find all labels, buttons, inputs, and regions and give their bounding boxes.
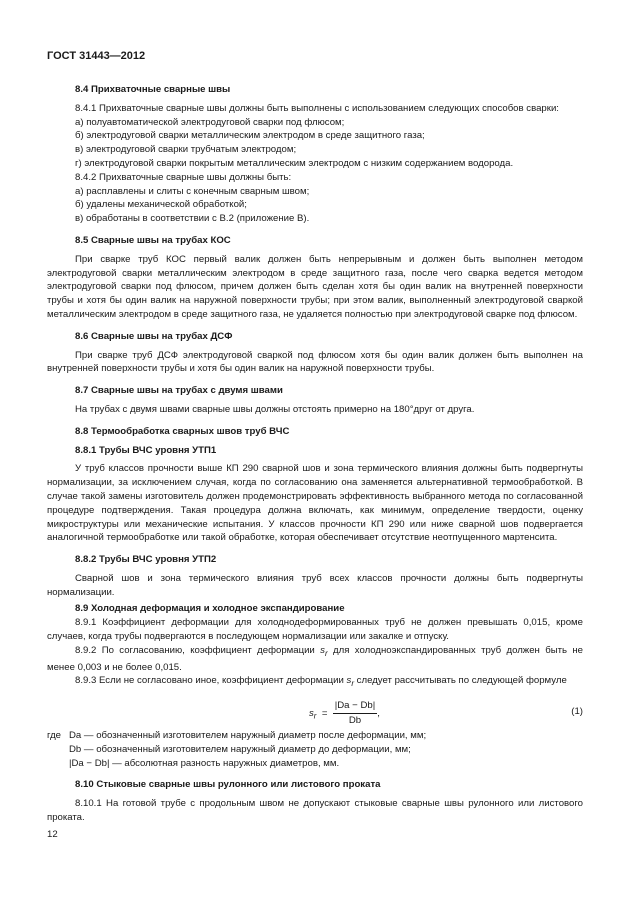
formula-numerator: |Da − Db| (333, 699, 377, 714)
section-title-8-6: 8.6 Сварные швы на трубах ДСФ (75, 330, 233, 342)
paragraph-8-8-2: Сварной шов и зона термического влияния труб всех классов прочности должны быть подвергнуты нормализации. (47, 572, 583, 598)
paragraph-8-9-3: 8.9.3 Если не согласовано иное, коэффициент деформации $s_r$ следует рассчитывать по следующей формуле (75, 675, 567, 689)
formula-legend (47, 729, 583, 770)
list-item: а) полуавтоматической электродуговой сварки под флюсом; (75, 116, 345, 128)
section-title-8-4: 8.4 Прихваточные сварные швы (75, 84, 231, 95)
page-number: 12 (47, 829, 58, 840)
list-item: б) удалены механической обработкой; (75, 199, 247, 211)
list-item: б) электродуговой сварки металлическим электродом в среде защитного газа; (75, 130, 425, 142)
paragraph-8-7: На трубах с двумя швами сварные швы должны отстоять примерно на 180°друг от друга. (75, 403, 475, 415)
list-item: г) электродуговой сварки покрытым металлическим электродом с низким содержанием водорода. (75, 157, 514, 169)
paragraph-8-10-1: 8.10.1 На готовой трубе с продольным швом не допускают стыковые сварные швы рулонного или листового проката. (47, 798, 583, 824)
list-item: а) расплавлены и слиты с конечным сварным швом; (75, 185, 310, 197)
legend-item: Da — обозначенный изготовителем наружный диаметр после деформации, мм; (69, 730, 427, 742)
paragraph-8-5: При сварке труб КОС первый валик должен быть непрерывным и должен быть выполнен методом электродуговой сварки металлическим электродом в среде защитного газа, после чего сварка ведется методом электродуговой сварки под флюсом, причем должен быть сделан хотя бы один валик на внутренней поверхности трубы и хотя бы один валик на наружной поверхности трубы; при этом валик, выполненный электродуговой сваркой металлическим электродом в среде защитного газа, не удаляется полностью при электродуговой сварке под флюсом. (47, 253, 583, 320)
legend-item: |Da − Db| — абсолютная разность наружных диаметров, мм. (69, 757, 340, 769)
subsection-title-8-8-2: 8.8.2 Трубы ВЧС уровня УТП2 (75, 554, 217, 566)
paragraph-8-6: При сварке труб ДСФ электродуговой сваркой под флюсом хотя бы один валик должен быть выполнен на внутренней поверхности трубы и хотя бы один валик на наружной поверхности трубы. (47, 349, 583, 375)
paragraph-8-9-2: 8.9.2 По согласованию, коэффициент деформации $s_r$ для холодноэкспандированных труб должен быть не менее 0,003 и не более 0,015. (47, 644, 583, 673)
list-item: в) обработаны в соответствии с В.2 (приложение В). (75, 213, 310, 225)
formula-denominator: Db (348, 714, 362, 726)
paragraph-8-8-1: У труб классов прочности выше КП 290 сварной шов и зона термического влияния должны быть подвергнуты нормализации, за исключением случая, когда по согласованию она заменяется альтернативной термообработкой. В случае такой замены изготовитель должен продемонстрировать эффективность выбранного метода по согласованной процедуре подтверждения. Такая процедура должна включать, как минимум, определение твердости, оценку микроструктуры или механические испытания. У классов прочности КП 290 или ниже сварной шов подвергается аналогичной термообработке или такой обработке, которая обеспечивает отсутствие неотпущенного мартенсита. (47, 463, 583, 544)
document-header: ГОСТ 31443—2012 (47, 50, 146, 62)
list-item: в) электродуговой сварки трубчатым электродом; (75, 144, 297, 156)
subsection-title-8-8-1: 8.8.1 Трубы ВЧС уровня УТП1 (75, 444, 217, 456)
paragraph-8-4-1: 8.4.1 Прихваточные сварные швы должны быть выполнены с использованием следующих способов сварки: (75, 102, 559, 114)
paragraph-8-4-2: 8.4.2 Прихваточные сварные швы должны быть: (75, 171, 292, 183)
section-title-8-7: 8.7 Сварные швы на трубах с двумя швами (75, 385, 283, 397)
section-title-8-8: 8.8 Термообработка сварных швов труб ВЧС (75, 425, 290, 437)
where-label: где (47, 730, 62, 742)
section-title-8-5: 8.5 Сварные швы на трубах КОС (75, 234, 231, 246)
section-title-8-10: 8.10 Стыковые сварные швы рулонного или листового проката (75, 779, 381, 791)
formula-number: (1) (571, 706, 583, 718)
formula-1: $s_r$ = $\frac{|Da - Db|}{Db}$ , (1) (309, 700, 583, 726)
document-body (47, 81, 583, 825)
section-title-8-9: 8.9 Холодная деформация и холодное экспандирование (75, 602, 345, 614)
paragraph-8-9-1: 8.9.1 Коэффициент деформации для холоднодеформированных труб не должен превышать 0,015, кроме случаев, когда трубы подвергаются в последующем нормализации или закалке и отпуску. (47, 617, 583, 643)
legend-item: Db — обозначенный изготовителем наружный диаметр до деформации, мм; (69, 743, 411, 755)
